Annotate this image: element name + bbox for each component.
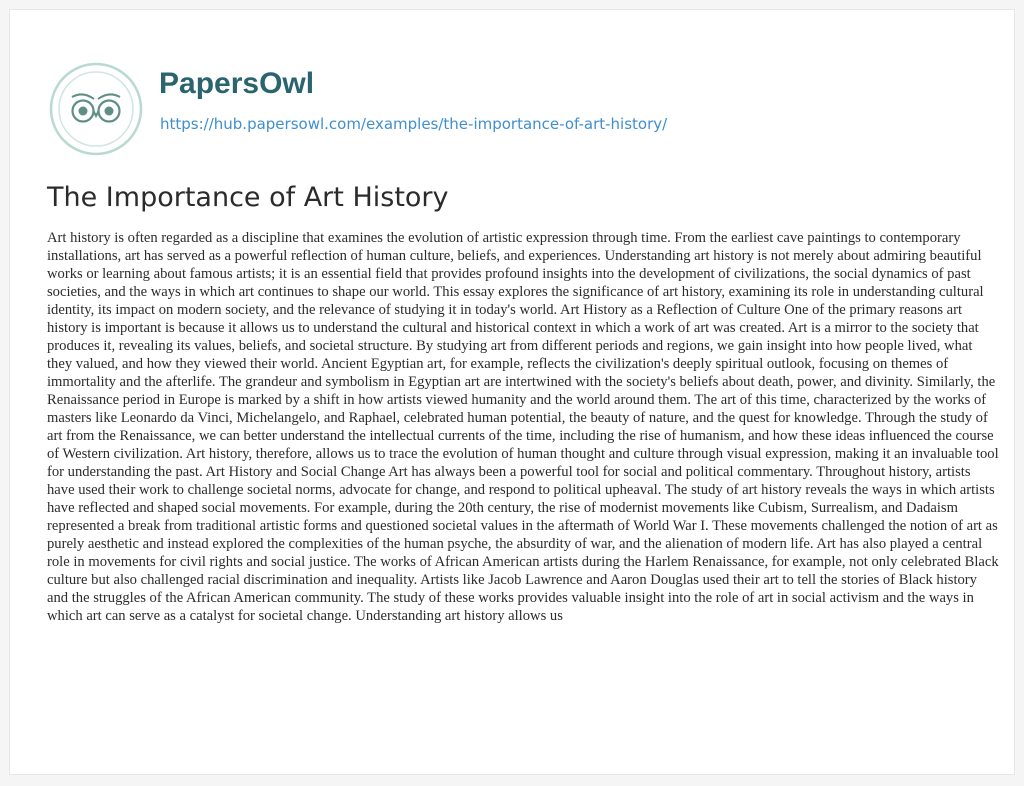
essay-body-text: Art history is often regarded as a discipline that examines the evolution of artistic expression through time. From the earliest cave paintings to contemporary installations, art has served as a powerful reflection of human culture, beliefs, and experiences. Understanding art history is not merely about admiring beautiful works or learning about famous artists; it is an essential field that provides profound insights into the development of civilizations, the social dynamics of past societies, and the ways in which art continues to shape our world. This essay explores the significance of art history, examining its role in understanding cultural identity, its impact on modern society, and the relevance of studying it in today's world. Art History as a Reflection of Culture One of the primary reasons art history is important is because it allows us to understand the cultural and historical context in which a work of art was created. Art is a mirror to the society that produces it, revealing its values, beliefs, and societal structure. By studying art from different periods and regions, we gain insight into how people lived, what they valued, and how they viewed their world. Ancient Egyptian art, for example, reflects the civilization's deeply spiritual outlook, focusing on themes of immortality and the afterlife. The grandeur and symbolism in Egyptian art are intertwined with the society's beliefs about death, power, and divinity. Similarly, the Renaissance period in Europe is marked by a shift in how artists viewed humanity and the world around them. The art of this time, characterized by the works of masters like Leonardo da Vinci, Michelangelo, and Raphael, celebrated human potential, the beauty of nature, and the quest for knowledge. Through the study of art from the Renaissance, we can better understand the intellectual currents of the time, including the rise of humanism, and how these ideas influenced the course of Western civilization. Art history, therefore, allows us to trace the evolution of human thought and culture through visual expression, making it an invaluable tool for understanding the past. Art History and Social Change Art has always been a powerful tool for social and political commentary. Throughout history, artists have used their work to challenge societal norms, advocate for change, and respond to political upheaval. The study of art history reveals the ways in which artists have reflected and shaped social movements. For example, during the 20th century, the rise of modernist movements like Cubism, Surrealism, and Dadaism represented a break from traditional artistic forms and questioned societal values in the aftermath of World War I. These movements challenged the notion of art as purely aesthetic and instead explored the complexities of the human psyche, the absurdity of war, and the alienation of modern life. Art has also played a central role in movements for civil rights and social justice. The works of African American artists during the Harlem Renaissance, for example, not only celebrated Black culture but also challenged racial discrimination and inequality. Artists like Jacob Lawrence and Aaron Douglas used their art to tell the stories of Black history and the struggles of the African American community. The study of these works provides valuable insight into the role of art in social activism and the ways in which art can serve as a catalyst for societal change. Understanding art history allows us [47, 230, 999, 624]
brand-name: PapersOwl [159, 67, 315, 100]
source-url-link[interactable]: https://hub.papersowl.com/examples/the-importance-of-art-history/ [160, 115, 668, 133]
essay-preview-page [9, 9, 1015, 775]
site-header [10, 10, 1014, 165]
owl-eyes-icon [48, 61, 144, 157]
essay-title: The Importance of Art History [47, 182, 449, 213]
